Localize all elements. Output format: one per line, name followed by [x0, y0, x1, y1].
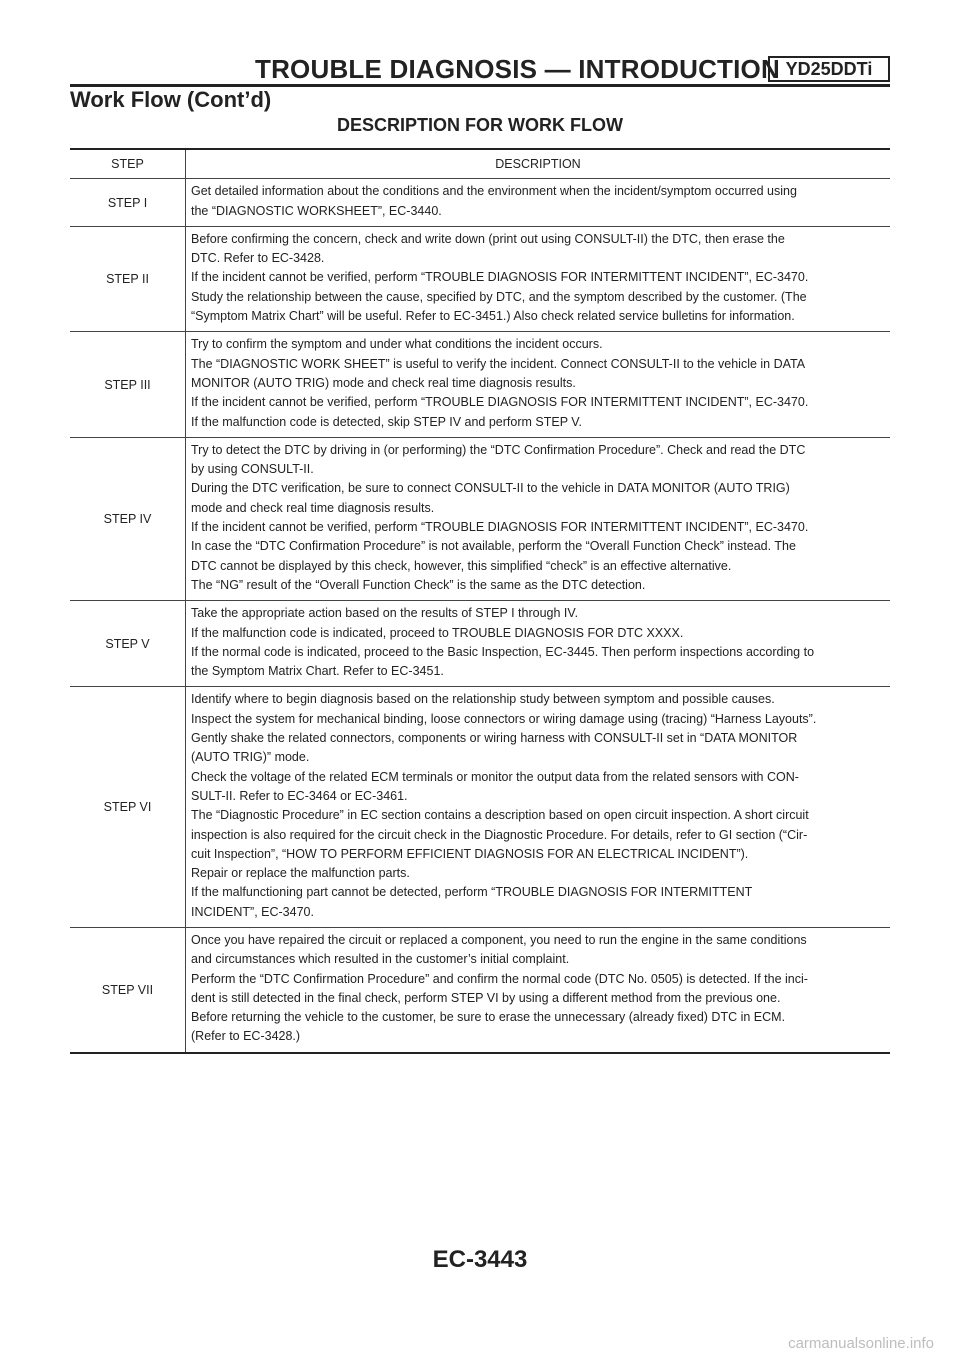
- description-line: In case the “DTC Confirmation Procedure” is not available, perform the “Overall Function Check” instead. The: [191, 539, 796, 554]
- step-description: [186, 438, 890, 600]
- step-label: STEP I: [70, 179, 186, 226]
- description-line: If the normal code is indicated, proceed to the Basic Inspection, EC-3445. Then perform inspections according to: [191, 644, 815, 659]
- description-line: Before confirming the concern, check and write down (print out using CONSULT-II) the DTC, then erase the: [191, 231, 785, 246]
- column-header-description: DESCRIPTION: [495, 157, 581, 171]
- column-header-step: STEP: [70, 150, 186, 178]
- description-line: During the DTC verification, be sure to connect CONSULT-II to the vehicle in DATA MONITOR (AUTO TRIG): [191, 481, 790, 496]
- description-line: (AUTO TRIG)” mode.: [191, 750, 310, 765]
- description-line: Perform the “DTC Confirmation Procedure” and confirm the normal code (DTC No. 0505) is detected. If the inci-: [191, 971, 808, 986]
- description-line: If the incident cannot be verified, perform “TROUBLE DIAGNOSIS FOR INTERMITTENT INCIDENT”, EC-3470.: [191, 395, 809, 410]
- description-line: DTC cannot be displayed by this check, however, this simplified “check” is an effective alternative.: [191, 558, 732, 573]
- description-line: INCIDENT”, EC-3470.: [191, 904, 314, 919]
- step-label: STEP II: [70, 227, 186, 331]
- table-row: [70, 331, 890, 436]
- step-description: [186, 601, 890, 686]
- watermark: carmanualsonline.info: [788, 1335, 934, 1352]
- step-description: [186, 687, 890, 927]
- description-line: The “NG” result of the “Overall Function Check” is the same as the DTC detection.: [191, 577, 646, 592]
- table-row: [70, 600, 890, 686]
- description-line: The “Diagnostic Procedure” in EC section contains a description based on open circuit inspection. A short circuit: [191, 808, 809, 823]
- description-line: the “DIAGNOSTIC WORKSHEET”, EC-3440.: [191, 203, 442, 218]
- description-line: inspection is also required for the circuit check in the Diagnostic Procedure. For details, refer to GI section (“Cir-: [191, 827, 808, 842]
- page-subtitle: Work Flow (Cont’d): [70, 87, 272, 112]
- description-line: Once you have repaired the circuit or replaced a component, you need to run the engine in the same conditions: [191, 932, 807, 947]
- step-label: STEP VII: [70, 928, 186, 1052]
- table-row: [70, 437, 890, 600]
- step-description: [186, 928, 890, 1052]
- step-description: [186, 179, 890, 226]
- description-line: MONITOR (AUTO TRIG) mode and check real time diagnosis results.: [191, 375, 576, 390]
- description-line: If the malfunction code is indicated, proceed to TROUBLE DIAGNOSIS FOR DTC XXXX.: [191, 625, 684, 640]
- description-line: (Refer to EC-3428.): [191, 1029, 301, 1044]
- description-line: DTC. Refer to EC-3428.: [191, 251, 325, 266]
- table-header-row: [70, 150, 890, 178]
- description-line: Identify where to begin diagnosis based on the relationship study between symptom and possible causes.: [191, 692, 775, 707]
- description-line: the Symptom Matrix Chart. Refer to EC-3451.: [191, 664, 444, 679]
- description-line: Check the voltage of the related ECM terminals or monitor the output data from the related sensors with CON-: [191, 769, 799, 784]
- step-label: STEP V: [70, 601, 186, 686]
- table-row: [70, 686, 890, 927]
- description-line: Study the relationship between the cause, specified by DTC, and the symptom described by the customer. (The: [191, 289, 807, 304]
- page-header-title: TROUBLE DIAGNOSIS — INTRODUCTION: [255, 54, 780, 84]
- table-row: [70, 178, 890, 226]
- description-line: cuit Inspection”, “HOW TO PERFORM EFFICIENT DIAGNOSIS FOR AN ELECTRICAL INCIDENT”).: [191, 846, 749, 861]
- description-line: Inspect the system for mechanical binding, loose connectors or wiring damage using (tracing) “Harness Layouts”.: [191, 711, 817, 726]
- step-label: STEP IV: [70, 438, 186, 600]
- engine-model-badge: YD25DDTi: [768, 56, 890, 82]
- description-line: If the incident cannot be verified, perform “TROUBLE DIAGNOSIS FOR INTERMITTENT INCIDENT”, EC-3470.: [191, 520, 809, 535]
- step-description: [186, 227, 890, 331]
- description-line: Gently shake the related connectors, components or wiring harness with CONSULT-II set in “DATA MONITOR: [191, 731, 798, 746]
- description-line: If the incident cannot be verified, perform “TROUBLE DIAGNOSIS FOR INTERMITTENT INCIDENT”, EC-3470.: [191, 270, 809, 285]
- description-line: mode and check real time diagnosis results.: [191, 500, 435, 515]
- page-number: EC-3443: [432, 1246, 528, 1273]
- description-line: Take the appropriate action based on the results of STEP I through IV.: [191, 606, 579, 621]
- step-label: STEP VI: [70, 687, 186, 927]
- step-description: [186, 332, 890, 436]
- step-label: STEP III: [70, 332, 186, 436]
- description-line: by using CONSULT-II.: [191, 462, 314, 477]
- work-flow-table: [70, 148, 890, 1054]
- description-line: Try to detect the DTC by driving in (or performing) the “DTC Confirmation Procedure”. Check and read the DTC: [191, 442, 806, 457]
- description-line: If the malfunctioning part cannot be detected, perform “TROUBLE DIAGNOSIS FOR INTERMITTENT: [191, 885, 753, 900]
- description-line: “Symptom Matrix Chart” will be useful. Refer to EC-3451.) Also check related service bulletins for information.: [191, 309, 795, 324]
- description-line: Get detailed information about the conditions and the environment when the incident/symptom occurred using: [191, 184, 797, 199]
- description-line: If the malfunction code is detected, skip STEP IV and perform STEP V.: [191, 414, 582, 429]
- description-line: and circumstances which resulted in the customer’s initial complaint.: [191, 952, 570, 967]
- section-title: DESCRIPTION FOR WORK FLOW: [337, 115, 623, 135]
- description-line: Repair or replace the malfunction parts.: [191, 866, 410, 881]
- description-line: Before returning the vehicle to the customer, be sure to erase the unnecessary (already fixed) DTC in ECM.: [191, 1010, 786, 1025]
- table-row: [70, 226, 890, 331]
- description-line: SULT-II. Refer to EC-3464 or EC-3461.: [191, 788, 408, 803]
- description-line: The “DIAGNOSTIC WORK SHEET” is useful to verify the incident. Connect CONSULT-II to the vehicle in DATA: [191, 356, 806, 371]
- description-line: dent is still detected in the final check, perform STEP VI by using a different method from the previous one.: [191, 990, 781, 1005]
- description-line: Try to confirm the symptom and under what conditions the incident occurs.: [191, 337, 603, 352]
- table-row: [70, 927, 890, 1052]
